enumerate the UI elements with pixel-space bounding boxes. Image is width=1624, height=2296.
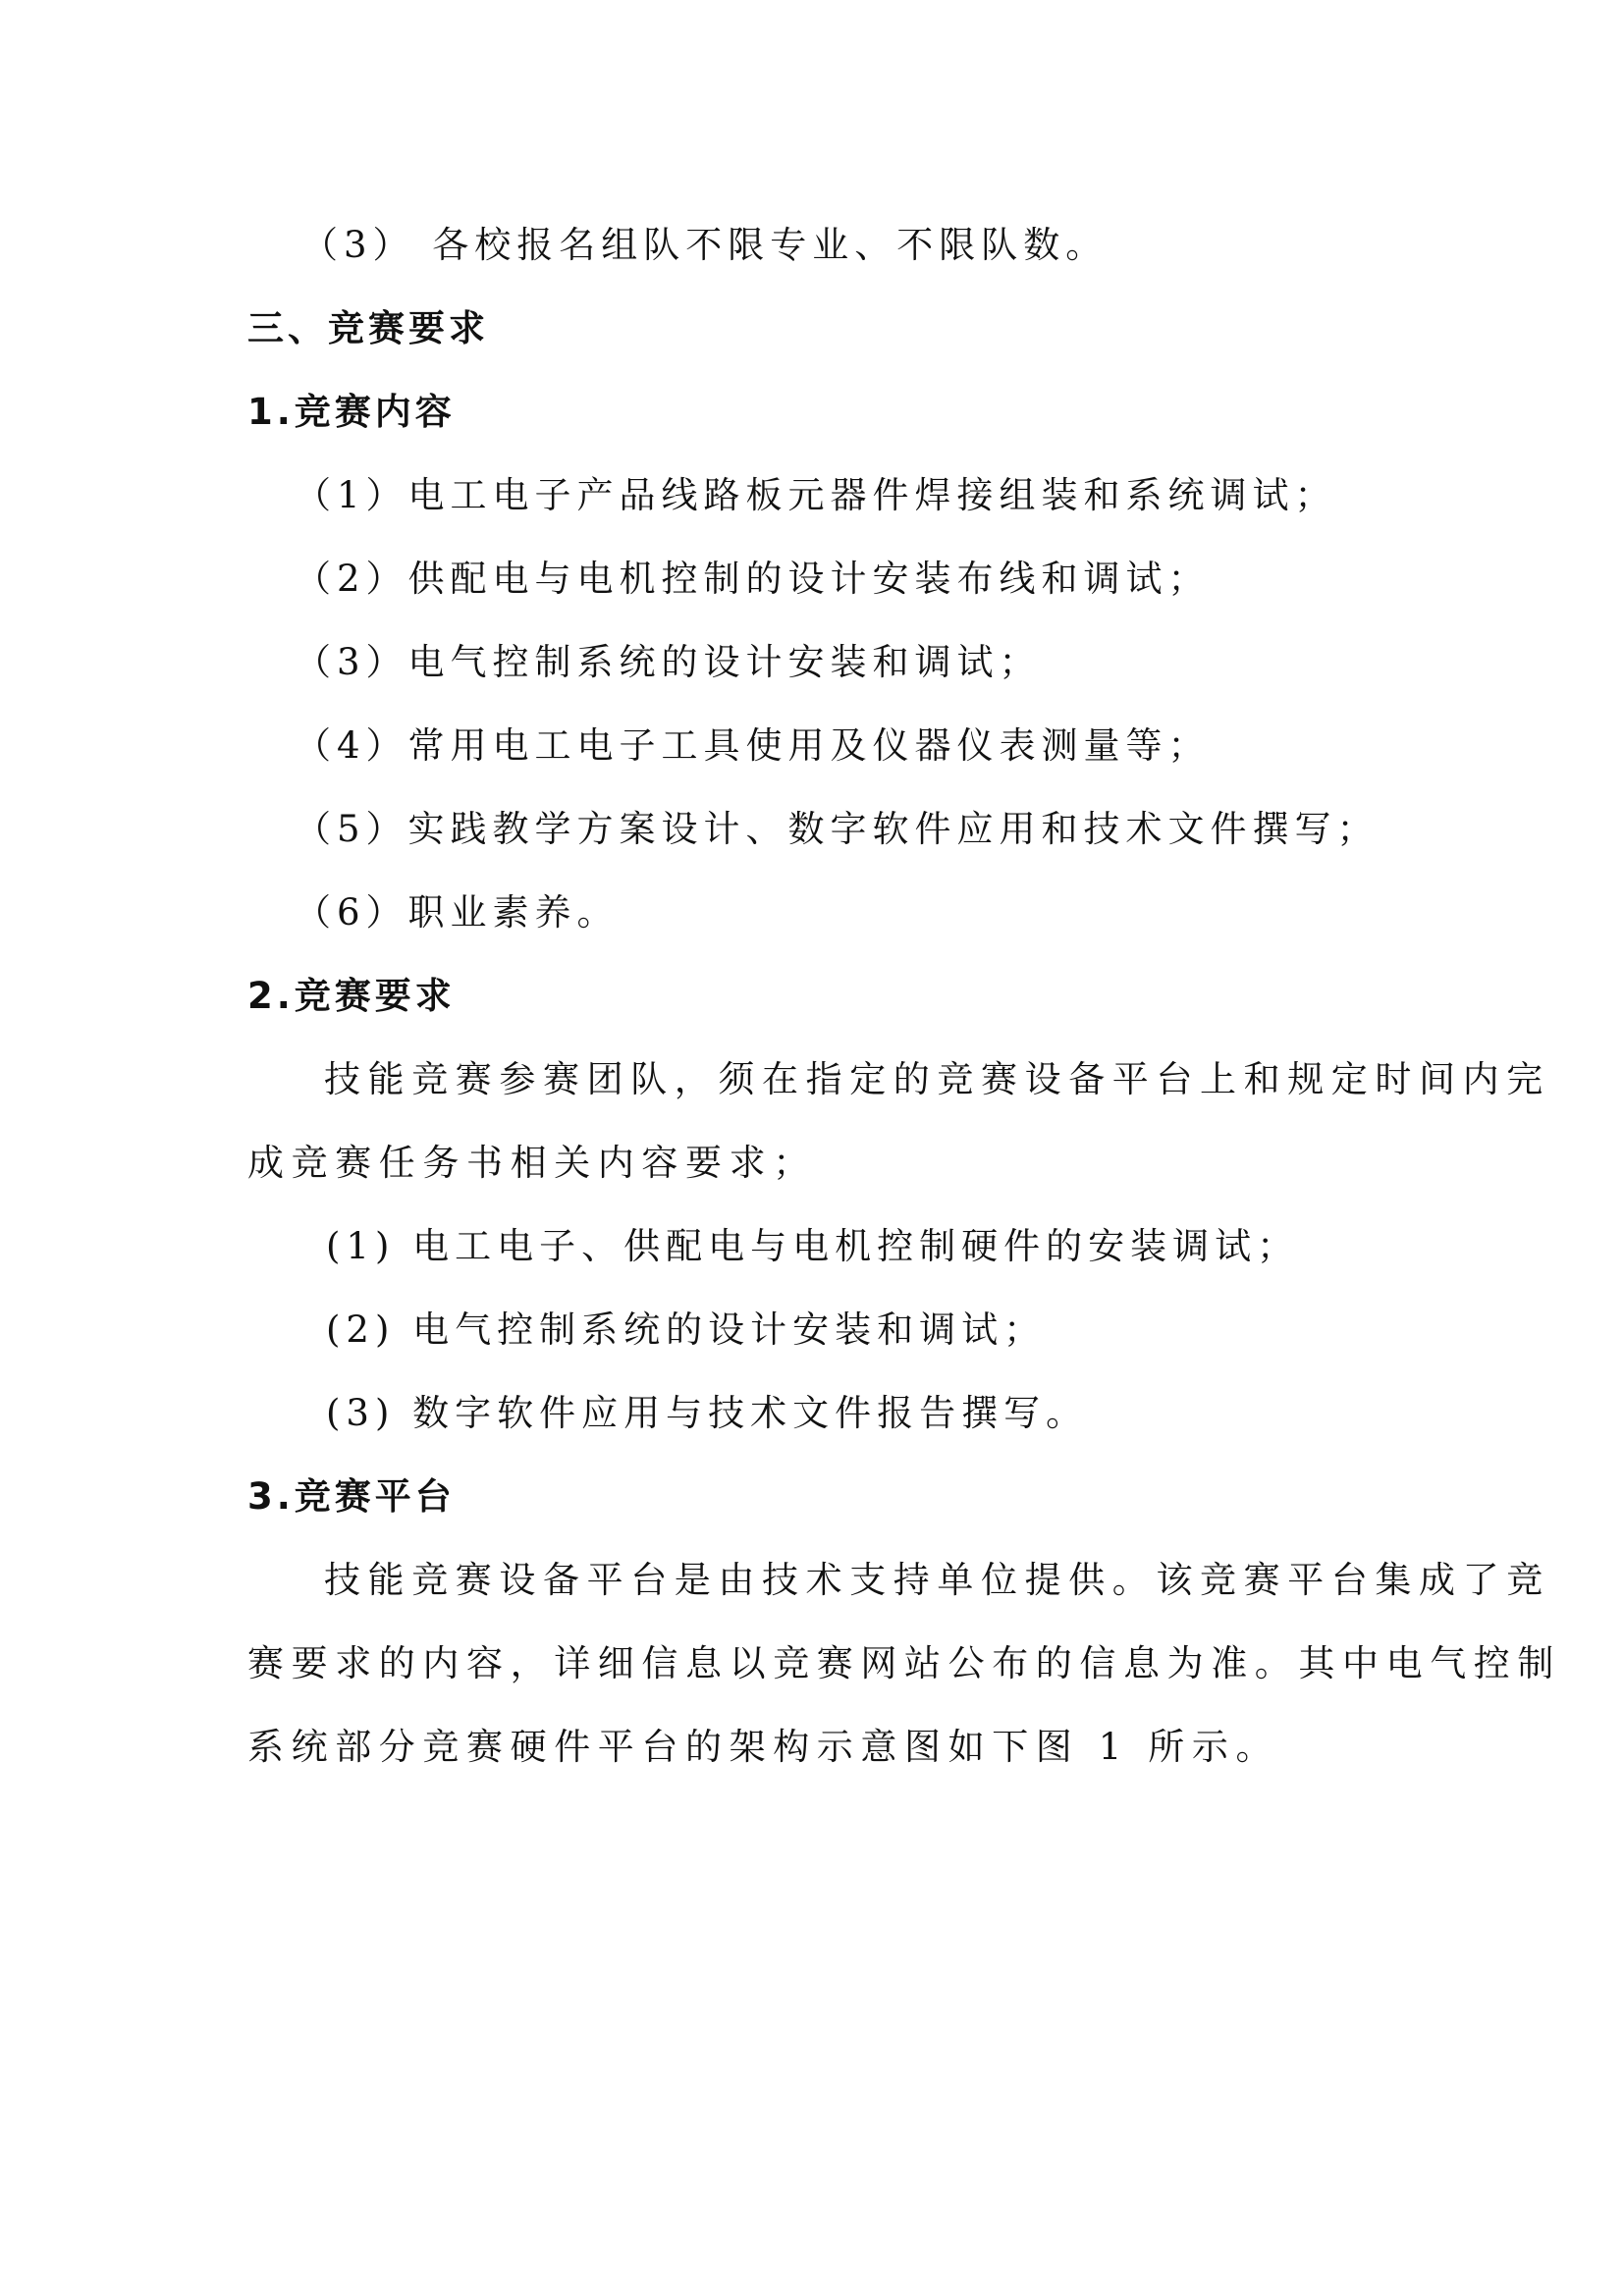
- list-item: （1）电工电子产品线路板元器件焊接组装和系统调试；: [295, 474, 1337, 516]
- paragraph-line: 技能竞赛设备平台是由技术支持单位提供。该竞赛平台集成了竞: [324, 1559, 1550, 1601]
- list-item: (2) 电气控制系统的设计安装和调试；: [326, 1308, 1047, 1351]
- list-item: （3） 各校报名组队不限专业、不限队数。: [301, 224, 1109, 266]
- list-item: （6）职业素养。: [295, 891, 620, 934]
- paragraph-line: 技能竞赛参赛团队，须在指定的竞赛设备平台上和规定时间内完: [324, 1058, 1550, 1100]
- list-item: （4）常用电工电子工具使用及仪器仪表测量等；: [295, 724, 1211, 767]
- list-item: （5）实践教学方案设计、数字软件应用和技术文件撰写；: [295, 808, 1380, 850]
- list-item: （3）电气控制系统的设计安装和调试；: [295, 641, 1042, 683]
- paragraph-line: 赛要求的内容，详细信息以竞赛网站公布的信息为准。其中电气控制: [247, 1642, 1561, 1684]
- list-item: (1) 电工电子、供配电与电机控制硬件的安装调试；: [326, 1225, 1300, 1267]
- subsection-heading: 1.竞赛内容: [247, 391, 456, 433]
- section-heading: 三、竞赛要求: [247, 307, 489, 349]
- list-item: （2）供配电与电机控制的设计安装布线和调试；: [295, 558, 1211, 600]
- subsection-heading: 3.竞赛平台: [247, 1475, 456, 1518]
- paragraph-line: 系统部分竞赛硬件平台的架构示意图如下图 1 所示。: [247, 1726, 1280, 1768]
- list-item: (3) 数字软件应用与技术文件报告撰写。: [326, 1392, 1089, 1434]
- subsection-heading: 2.竞赛要求: [247, 975, 456, 1017]
- paragraph-line: 成竞赛任务书相关内容要求；: [247, 1142, 817, 1184]
